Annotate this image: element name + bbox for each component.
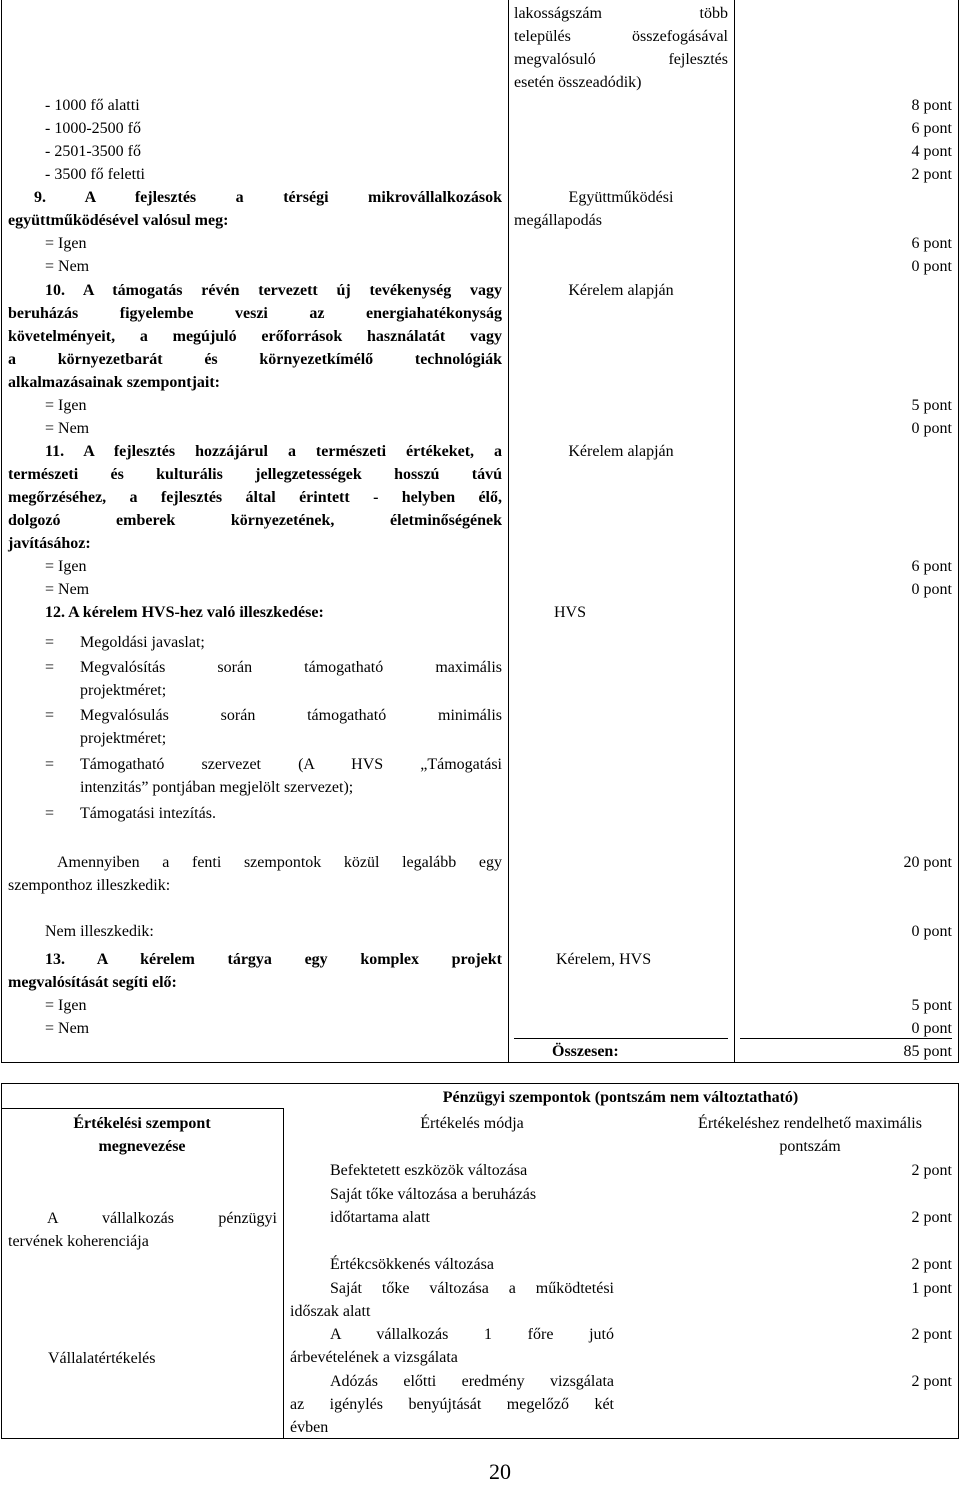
hvs-item: Támogatási intezítás. [80,805,216,822]
fin-row-points: 2 pont [911,1326,952,1343]
fin-group-label: tervének koherenciája [8,1233,149,1250]
criterion-13-title: 13. A kérelem tárgya egy komplex projekt [45,951,502,968]
hvs-item: projektméret; [80,730,167,747]
no-option: = Nem [45,581,90,598]
criterion-11-title: javításához: [8,535,91,552]
hvs-item: Megvalósulás során támogatható minimális [80,707,502,724]
criterion-11-method: Kérelem alapján [568,443,674,460]
criterion-13-title: megvalósítását segíti elő: [8,974,177,991]
fin-row-method: Értékcsökkenés változása [330,1256,494,1273]
fin-row-method: Befektetett eszközök változása [330,1162,528,1179]
no-points: 0 pont [911,1020,952,1037]
criterion-11-title: 11. A fejlesztés hozzájárul a természeti értékeket, a [45,443,502,460]
fin-row-method: Saját tőke változása a beruházás [330,1186,537,1203]
fin-row-method: időszak alatt [290,1303,371,1320]
hvs-item-bullet: = [45,634,55,651]
fin-row-method: Saját tőke változása a működtetési [330,1280,614,1297]
no-fit-points: 0 pont [911,923,952,940]
criterion-12-method: HVS [554,604,587,621]
fin-header-col2: Értékelés módja [420,1115,524,1132]
no-option: = Nem [45,420,90,437]
fin-border-bottom [1,1438,958,1439]
total-separator [740,1038,952,1039]
no-points: 0 pont [911,420,952,437]
criterion-11-title: megőrzéséhez, a fejlesztés által érintett - helyben élő, [8,489,502,506]
population-option: - 1000 fő alatti [45,97,140,114]
criterion-9-title: együttműködésével valósul meg: [8,212,229,229]
page-number: 20 [489,1459,511,1484]
fin-group-label: Vállalatértékelés [48,1350,156,1367]
col2-continued-line: megvalósuló fejlesztés [514,51,728,68]
fin-row-points: 2 pont [911,1162,952,1179]
fin-row-points: 2 pont [911,1209,952,1226]
fin-row-method: évben [290,1419,329,1436]
hvs-item: Megoldási javaslat; [80,634,205,651]
table-border-mid [508,0,509,1063]
yes-points: 5 pont [911,397,952,414]
hvs-item: projektméret; [80,682,167,699]
fin-row-method: árbevételének a vizsgálata [290,1349,458,1366]
yes-points: 6 pont [911,235,952,252]
criterion-10-title: a környezetbarát és környezetkímélő technológiák [8,351,502,368]
hvs-item-bullet: = [45,756,55,773]
yes-points: 5 pont [911,997,952,1014]
fin-header-col1: megnevezése [98,1138,186,1155]
criterion-10-method: Kérelem alapján [568,282,674,299]
fin-border-top [1,1083,958,1084]
hvs-item: Megvalósítás során támogatható maximális [80,659,502,676]
population-option: - 3500 fő feletti [45,166,145,183]
fin-title: Pénzügyi szempontok (pontszám nem változtatható) [442,1089,799,1106]
fin-row-method: időtartama alatt [330,1209,430,1226]
total-label: Összesen: [552,1043,619,1060]
fin-header-col3: Értékeléshez rendelhető maximális [698,1115,922,1132]
criterion-9-title: 9. A fejlesztés a térségi mikrovállalkozások [34,189,502,206]
no-option: = Nem [45,1020,90,1037]
criterion-11-title: dolgozó emberek környezetének, életminőségének [8,512,502,529]
criterion-10-title: 10. A támogatás révén tervezett új tevékenység vagy [45,282,502,299]
hvs-item: intenzitás” pontjában megjelölt szervezet); [80,779,354,796]
fits-condition: szemponthoz illeszkedik: [8,877,171,894]
population-option: - 1000-2500 fő [45,120,141,137]
fin-row-method: az igénylés benyújtását megelőző két [290,1396,614,1413]
col2-continued-line: esetén összeadódik) [514,74,642,91]
hvs-item-bullet: = [45,659,55,676]
hvs-item: Támogatható szervezet (A HVS „Támogatási [80,756,502,773]
table-border-mid2 [734,0,735,1063]
criterion-10-title: beruházás figyelembe veszi az energiahatékonyság [8,305,502,322]
fits-condition: Amennyiben a fenti szempontok közül legalább egy [57,854,502,871]
yes-points: 6 pont [911,558,952,575]
no-option: = Nem [45,258,90,275]
total-points: 85 pont [903,1043,952,1060]
hvs-item-bullet: = [45,707,55,724]
fin-row-method: A vállalkozás 1 főre jutó [330,1326,614,1343]
yes-option: = Igen [45,997,87,1014]
criterion-10-title: követelményeit, a megújuló erőforrások használatát vagy [8,328,502,345]
population-points: 4 pont [911,143,952,160]
table-border-left [1,0,2,1063]
population-option: - 2501-3500 fő [45,143,141,160]
total-separator [514,1038,728,1039]
table-border-right [958,0,959,1063]
yes-option: = Igen [45,558,87,575]
fin-row-points: 1 pont [911,1280,952,1297]
fin-header-col1: Értékelési szempont [73,1115,211,1132]
col2-continued-line: lakosságszám több [514,5,728,22]
criterion-9-method: megállapodás [514,212,602,229]
fin-row-method: Adózás előtti eredmény vizsgálata [330,1373,614,1390]
criterion-11-title: természeti és kulturális jellegzetességek hosszú távú [8,466,502,483]
fin-header-col3: pontszám [779,1138,841,1155]
yes-option: = Igen [45,397,87,414]
no-fit-label: Nem illeszkedik: [45,923,154,940]
no-points: 0 pont [911,581,952,598]
fin-inner-line [1,1108,283,1109]
criterion-13-method: Kérelem, HVS [556,951,652,968]
criterion-12-title: 12. A kérelem HVS-hez való illeszkedése: [45,604,324,621]
criterion-10-title: alkalmazásainak szempontjait: [8,374,220,391]
no-points: 0 pont [911,258,952,275]
fin-row-points: 2 pont [911,1373,952,1390]
col2-continued-line: település összefogásával [514,28,728,45]
criterion-9-method: Együttműködési [568,189,674,206]
population-points: 2 pont [911,166,952,183]
population-points: 6 pont [911,120,952,137]
hvs-item-bullet: = [45,805,55,822]
fin-row-points: 2 pont [911,1256,952,1273]
fin-border-mid [283,1108,284,1439]
fits-points: 20 pont [903,854,952,871]
yes-option: = Igen [45,235,87,252]
fin-group-label: A vállalkozás pénzügyi [47,1210,277,1227]
population-points: 8 pont [911,97,952,114]
